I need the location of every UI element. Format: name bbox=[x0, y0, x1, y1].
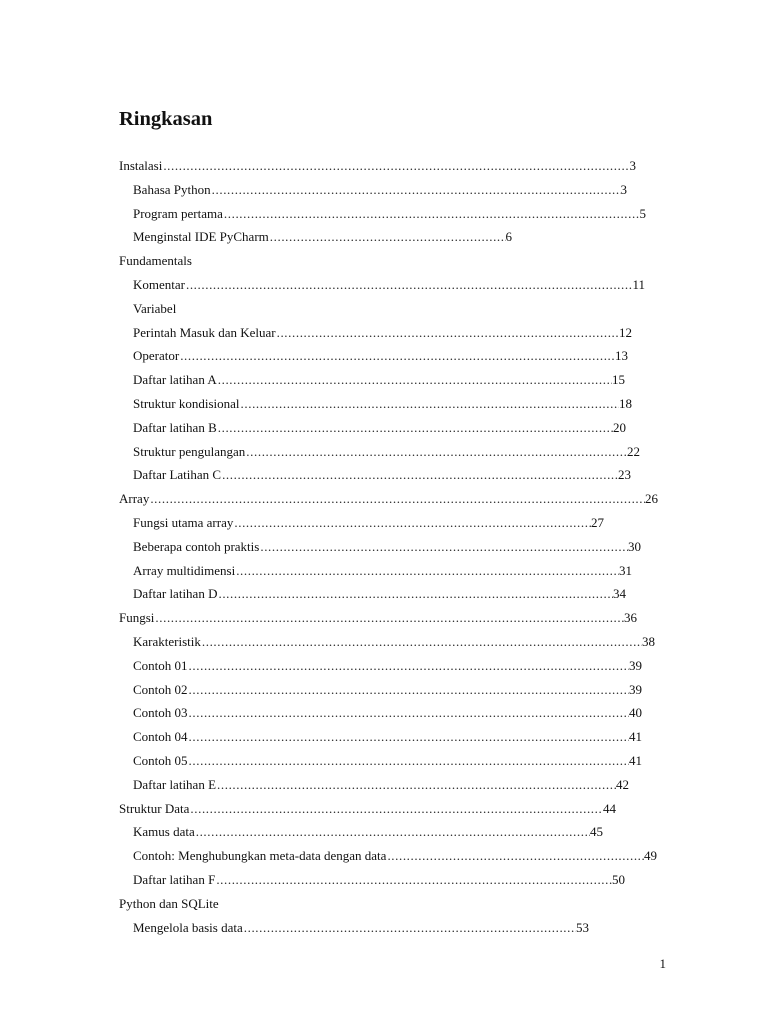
toc-entry-label: Karakteristik bbox=[133, 634, 201, 649]
toc-entry-label: Daftar latihan F bbox=[133, 872, 216, 887]
toc-dot-leader bbox=[188, 655, 629, 677]
toc-entry-label: Daftar Latihan C bbox=[133, 467, 222, 482]
toc-entry-page: 41 bbox=[629, 729, 642, 744]
toc-entry-page: 36 bbox=[624, 610, 637, 625]
toc-dot-leader bbox=[217, 583, 613, 605]
toc-dot-leader bbox=[269, 226, 506, 248]
toc-entry bbox=[133, 750, 642, 772]
toc-entry bbox=[133, 845, 657, 867]
toc-entry-page: 44 bbox=[603, 801, 616, 816]
toc-entry bbox=[133, 821, 603, 843]
toc-entry bbox=[133, 702, 642, 724]
toc-entry-page: 20 bbox=[613, 420, 626, 435]
toc-dot-leader bbox=[240, 393, 619, 415]
toc-entry-page: 39 bbox=[629, 682, 642, 697]
toc-dot-leader bbox=[188, 702, 629, 724]
toc-entry bbox=[133, 774, 629, 796]
toc-entry-label: Contoh 03 bbox=[133, 705, 188, 720]
toc-entry bbox=[133, 345, 628, 367]
toc-entry bbox=[133, 464, 631, 486]
toc-entry bbox=[119, 893, 219, 915]
toc-entry-label: Fungsi bbox=[119, 610, 155, 625]
toc-entry-page: 39 bbox=[629, 658, 642, 673]
toc-dot-leader bbox=[189, 798, 603, 820]
toc-entry bbox=[133, 512, 604, 534]
toc-entry bbox=[119, 250, 192, 272]
toc-dot-leader bbox=[188, 726, 629, 748]
toc-entry-page: 30 bbox=[628, 539, 641, 554]
toc-entry-label: Fungsi utama array bbox=[133, 515, 234, 530]
toc-entry-page: 6 bbox=[505, 229, 512, 244]
toc-dot-leader bbox=[188, 750, 629, 772]
toc-entry-label: Komentar bbox=[133, 277, 185, 292]
toc-entry bbox=[119, 155, 636, 177]
toc-dot-leader bbox=[233, 512, 591, 534]
toc-entry-label: Struktur Data bbox=[119, 801, 190, 816]
toc-entry bbox=[133, 679, 642, 701]
toc-entry-label: Menginstal IDE PyCharm bbox=[133, 229, 269, 244]
toc-dot-leader bbox=[179, 345, 615, 367]
toc-entry-label: Struktur pengulangan bbox=[133, 444, 246, 459]
toc-entry-label: Daftar latihan D bbox=[133, 586, 218, 601]
toc-dot-leader bbox=[243, 917, 576, 939]
toc-entry-page: 45 bbox=[590, 824, 603, 839]
toc-entry bbox=[133, 917, 589, 939]
toc-dot-leader bbox=[276, 322, 619, 344]
toc-entry bbox=[133, 203, 646, 225]
toc-entry-label: Kamus data bbox=[133, 824, 195, 839]
toc-entry bbox=[119, 798, 616, 820]
toc-entry-page: 41 bbox=[629, 753, 642, 768]
toc-entry-page: 18 bbox=[619, 396, 632, 411]
toc-dot-leader bbox=[221, 464, 618, 486]
toc-entry-label: Beberapa contoh praktis bbox=[133, 539, 260, 554]
toc-entry-label: Instalasi bbox=[119, 158, 163, 173]
toc-dot-leader bbox=[217, 369, 612, 391]
toc-entry-label: Array bbox=[119, 491, 150, 506]
toc-entry bbox=[133, 322, 632, 344]
page-title: Ringkasan bbox=[119, 108, 213, 130]
toc-entry bbox=[133, 655, 642, 677]
toc-entry bbox=[133, 226, 512, 248]
toc-entry-label: Contoh: Menghubungkan meta-data dengan data bbox=[133, 848, 387, 863]
toc-dot-leader bbox=[185, 274, 632, 296]
toc-entry-label: Mengelola basis data bbox=[133, 920, 243, 935]
toc-entry-page: 40 bbox=[629, 705, 642, 720]
toc-entry-label: Daftar latihan A bbox=[133, 372, 217, 387]
toc-entry bbox=[133, 560, 632, 582]
toc-entry-page: 15 bbox=[612, 372, 625, 387]
toc-entry bbox=[119, 607, 637, 629]
toc-dot-leader bbox=[386, 845, 644, 867]
toc-entry-label: Contoh 05 bbox=[133, 753, 188, 768]
toc-dot-leader bbox=[215, 869, 612, 891]
toc-entry bbox=[133, 536, 641, 558]
toc-dot-leader bbox=[149, 488, 645, 510]
toc-entry bbox=[119, 488, 658, 510]
toc-dot-leader bbox=[201, 631, 642, 653]
toc-entry-page: 3 bbox=[629, 158, 636, 173]
toc-dot-leader bbox=[211, 179, 621, 201]
toc-entry-page: 27 bbox=[591, 515, 604, 530]
toc-entry-page: 5 bbox=[639, 206, 646, 221]
toc-entry-page: 3 bbox=[620, 182, 627, 197]
toc-dot-leader bbox=[216, 774, 616, 796]
toc-entry-label: Perintah Masuk dan Keluar bbox=[133, 325, 276, 340]
toc-entry-page: 38 bbox=[642, 634, 655, 649]
toc-entry-page: 26 bbox=[645, 491, 658, 506]
page-number: 1 bbox=[659, 956, 666, 971]
toc-dot-leader bbox=[245, 441, 627, 463]
toc-dot-leader bbox=[154, 607, 624, 629]
toc-entry-page: 12 bbox=[619, 325, 632, 340]
toc-dot-leader bbox=[217, 417, 613, 439]
toc-entry-label: Array multidimensi bbox=[133, 563, 236, 578]
toc-dot-leader bbox=[162, 155, 629, 177]
toc-entry-page: 53 bbox=[576, 920, 589, 935]
toc-entry-label: Fundamentals bbox=[119, 253, 192, 268]
toc-entry bbox=[133, 583, 626, 605]
toc-entry-label: Daftar latihan B bbox=[133, 420, 217, 435]
toc-entry-page: 49 bbox=[644, 848, 657, 863]
toc-entry bbox=[133, 298, 176, 320]
toc-entry-page: 23 bbox=[618, 467, 631, 482]
toc-entry-page: 34 bbox=[613, 586, 626, 601]
toc-entry bbox=[133, 726, 642, 748]
toc-entry-label: Bahasa Python bbox=[133, 182, 211, 197]
toc-entry-label: Variabel bbox=[133, 301, 177, 316]
toc-entry-label: Struktur kondisional bbox=[133, 396, 240, 411]
toc-entry-page: 11 bbox=[632, 277, 645, 292]
toc-entry-label: Contoh 04 bbox=[133, 729, 188, 744]
toc-entry-label: Daftar latihan E bbox=[133, 777, 217, 792]
toc-entry bbox=[133, 631, 655, 653]
toc-entry-page: 13 bbox=[615, 348, 628, 363]
toc-entry-page: 22 bbox=[627, 444, 640, 459]
toc-dot-leader bbox=[195, 821, 590, 843]
toc-entry bbox=[133, 369, 625, 391]
toc-entry bbox=[133, 393, 632, 415]
toc-entry bbox=[133, 869, 625, 891]
toc-entry-label: Python dan SQLite bbox=[119, 896, 219, 911]
toc-entry-page: 31 bbox=[619, 563, 632, 578]
toc-entry-label: Contoh 01 bbox=[133, 658, 188, 673]
toc-entry bbox=[133, 274, 645, 296]
toc-entry-page: 42 bbox=[616, 777, 629, 792]
toc-dot-leader bbox=[259, 536, 628, 558]
toc-entry bbox=[133, 417, 626, 439]
toc-entry-label: Program pertama bbox=[133, 206, 223, 221]
toc-entry bbox=[133, 441, 640, 463]
toc-dot-leader bbox=[235, 560, 619, 582]
toc-dot-leader bbox=[223, 203, 640, 225]
toc-entry-label: Operator bbox=[133, 348, 180, 363]
toc-entry-page: 50 bbox=[612, 872, 625, 887]
toc-entry-label: Contoh 02 bbox=[133, 682, 188, 697]
toc-dot-leader bbox=[188, 679, 629, 701]
toc-entry bbox=[133, 179, 627, 201]
